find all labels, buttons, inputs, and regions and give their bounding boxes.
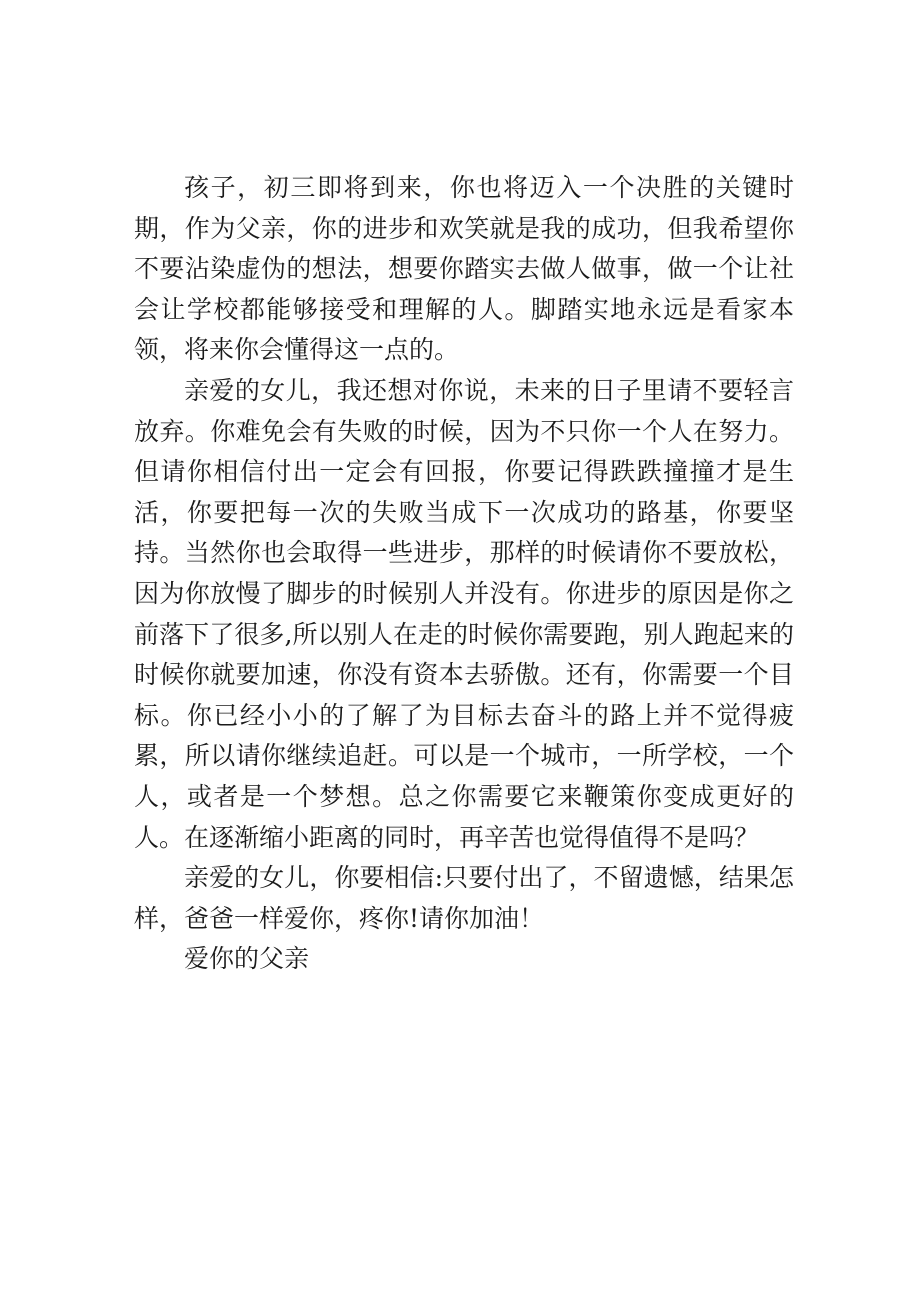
- signature: 爱你的父亲: [184, 944, 310, 974]
- paragraph-3: 亲爱的女儿，你要相信:只要付出了，不留遗憾，结果怎样，爸爸一样爱你，疼你!请你加油！: [134, 863, 794, 933]
- paragraph-1: 孩子，初三即将到来，你也将迈入一个决胜的关键时期，作为父亲，你的进步和欢笑就是我的成功，但我希望你不要沾染虚伪的想法，想要你踏实去做人做事，做一个让社会让学校都能够接受和理解的人。脚踏实地永远是看家本领，将来你会懂得这一点的。: [134, 173, 794, 365]
- paragraph-2: 亲爱的女儿，我还想对你说，未来的日子里请不要轻言放弃。你难免会有失败的时候，因为不只你一个人在努力。但请你相信付出一定会有回报，你要记得跌跌撞撞才是生活，你要把每一次的失败当成下一次成功的路基，你要坚持。当然你也会取得一些进步，那样的时候请你不要放松，因为你放慢了脚步的时候别人并没有。你进步的原因是你之前落下了很多,所以别人在走的时候你需要跑，别人跑起来的时候你就要加速，你没有资本去骄傲。还有，你需要一个目标。你已经小小的了解了为目标去奋斗的路上并不觉得疲累，所以请你继续追赶。可以是一个城市，一所学校，一个人，或者是一个梦想。总之你需要它来鞭策你变成更好的人。在逐渐缩小距离的同时，再辛苦也觉得值得不是吗？: [134, 375, 794, 852]
- letter-body: [134, 168, 794, 980]
